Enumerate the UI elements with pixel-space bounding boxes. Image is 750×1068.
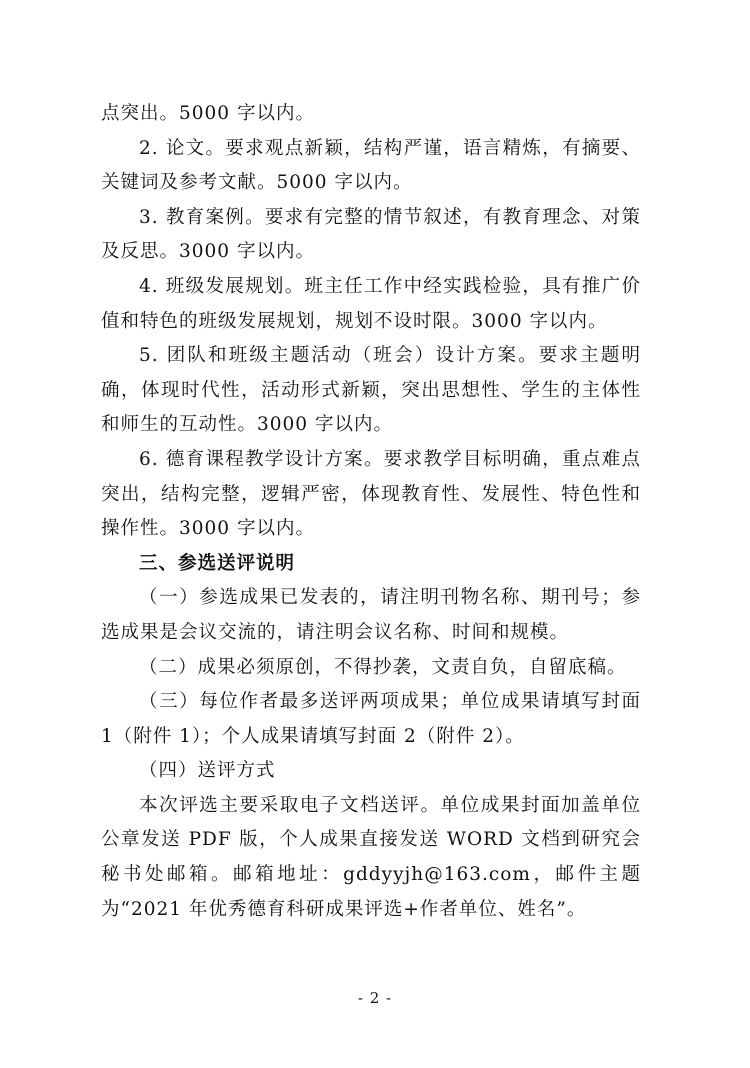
section-heading: 三、参选送评说明 xyxy=(139,552,296,574)
note-published-paragraph: （一）参选成果已发表的，请注明刊物名称、期刊号；参选成果是会议交流的，请注明会议名称、时间和规模。 xyxy=(101,587,641,643)
submission-details-paragraph: 本次评选主要采取电子文档送评。单位成果封面加盖单位公章发送 PDF 版，个人成果直接发送 WORD 文档到研究会秘书处邮箱。邮箱地址：gddyyjh@163.com，邮件主题为“2021 年优秀德育科研成果评选+作者单位、姓名”。 xyxy=(101,794,641,920)
note-method-heading: （四）送评方式 xyxy=(139,760,276,782)
item-activity-design-paragraph: 5. 团队和班级主题活动（班会）设计方案。要求主题明确，体现时代性，活动形式新颖，突出思想性、学生的主体性和师生的互动性。3000 字以内。 xyxy=(101,345,641,436)
item-course-design-paragraph: 6. 德育课程教学设计方案。要求教学目标明确，重点难点突出，结构完整，逻辑严密，体现教育性、发展性、特色性和操作性。3000 字以内。 xyxy=(101,448,641,540)
note-original-paragraph: （二）成果必须原创，不得抄袭，文责自负，自留底稿。 xyxy=(139,656,627,678)
document-body xyxy=(101,97,641,927)
continuation-paragraph: 点突出。5000 字以内。 xyxy=(101,103,315,124)
page-number: - 2 - xyxy=(357,989,393,1007)
item-education-case-paragraph: 3. 教育案例。要求有完整的情节叙述，有教育理念、对策及反思。3000 字以内。 xyxy=(101,206,641,263)
item-essay-paragraph: 2. 论文。要求观点新颖，结构严谨，语言精炼，有摘要、关键词及参考文献。5000 字以内。 xyxy=(101,137,641,194)
note-limit-paragraph: （三）每位作者最多送评两项成果；单位成果请填写封面 1（附件 1）；个人成果请填写封面 2（附件 2）。 xyxy=(101,691,641,747)
item-class-plan-paragraph: 4. 班级发展规划。班主任工作中经实践检验，具有推广价值和特色的班级发展规划，规划不设时限。3000 字以内。 xyxy=(101,275,641,332)
